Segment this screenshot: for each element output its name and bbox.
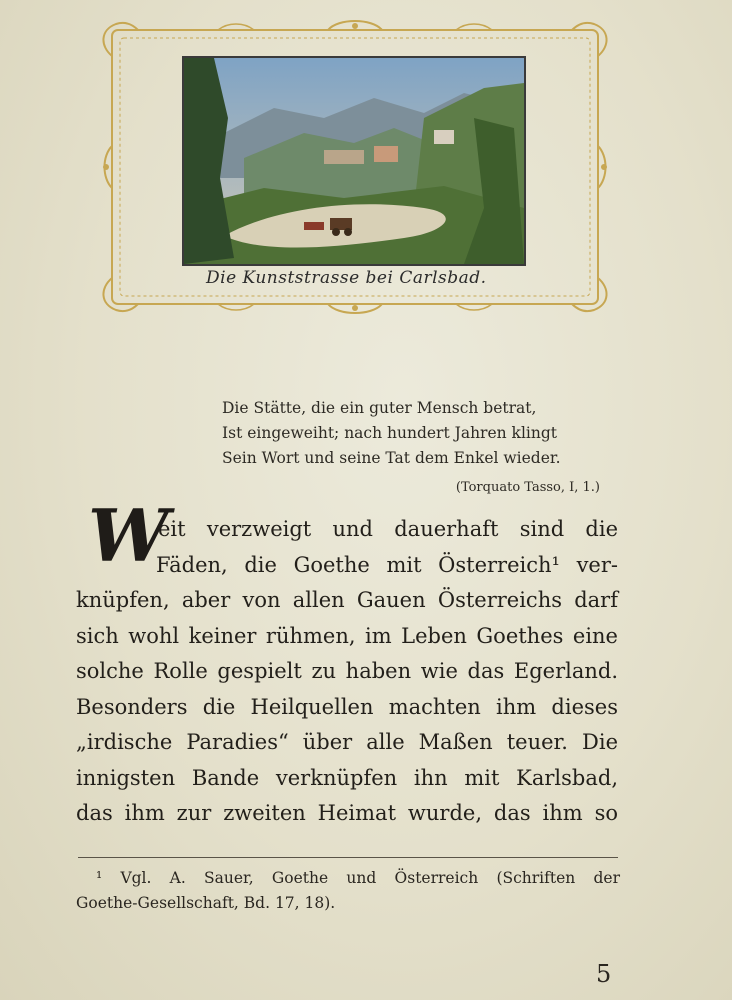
body-line: knüpfen, aber von allen Gauen Österreichs darf [76,588,618,612]
footnote-divider [78,857,618,858]
epigraph-source: (Torquato Tasso, I, 1.) [455,480,600,495]
footnote-line: ¹ Vgl. A. Sauer, Goethe und Österreich (Schriften der [96,869,620,887]
footnote [76,866,620,916]
body-paragraph [76,512,618,832]
body-line: Besonders die Heilquellen machten ihm dieses [76,694,618,719]
epigraph [222,396,622,500]
landscape-engraving [182,56,526,266]
epigraph-line: Die Stätte, die ein guter Mensch betrat, [222,399,537,417]
epigraph-line: Ist eingeweiht; nach hundert Jahren klingt [222,424,557,442]
illustration-frame [98,16,612,318]
body-line: eit verzweigt und dauerhaft sind die [158,517,618,541]
footnote-line: Goethe-Gesellschaft, Bd. 17, 18). [76,894,336,912]
body-line: „irdische Paradies“ über alle Maßen teuer. Die [76,730,618,754]
drop-cap-initial: W [88,493,169,578]
body-line: innigsten Bande verknüpfen ihn mit Karlsbad, [76,765,618,790]
body-line: solche Rolle gespielt zu haben wie das Egerland. [76,659,618,683]
body-line: Fäden, die Goethe mit Österreich¹ ver- [156,552,618,577]
body-line: sich wohl keiner rühmen, im Leben Goethes eine [76,623,618,648]
page-number: 5 [596,960,612,988]
illustration-caption: Die Kunststrasse bei Carlsbad. [206,268,487,288]
epigraph-line: Sein Wort und seine Tat dem Enkel wieder. [222,449,561,467]
body-line: das ihm zur zweiten Heimat wurde, das ihm so [76,801,618,825]
